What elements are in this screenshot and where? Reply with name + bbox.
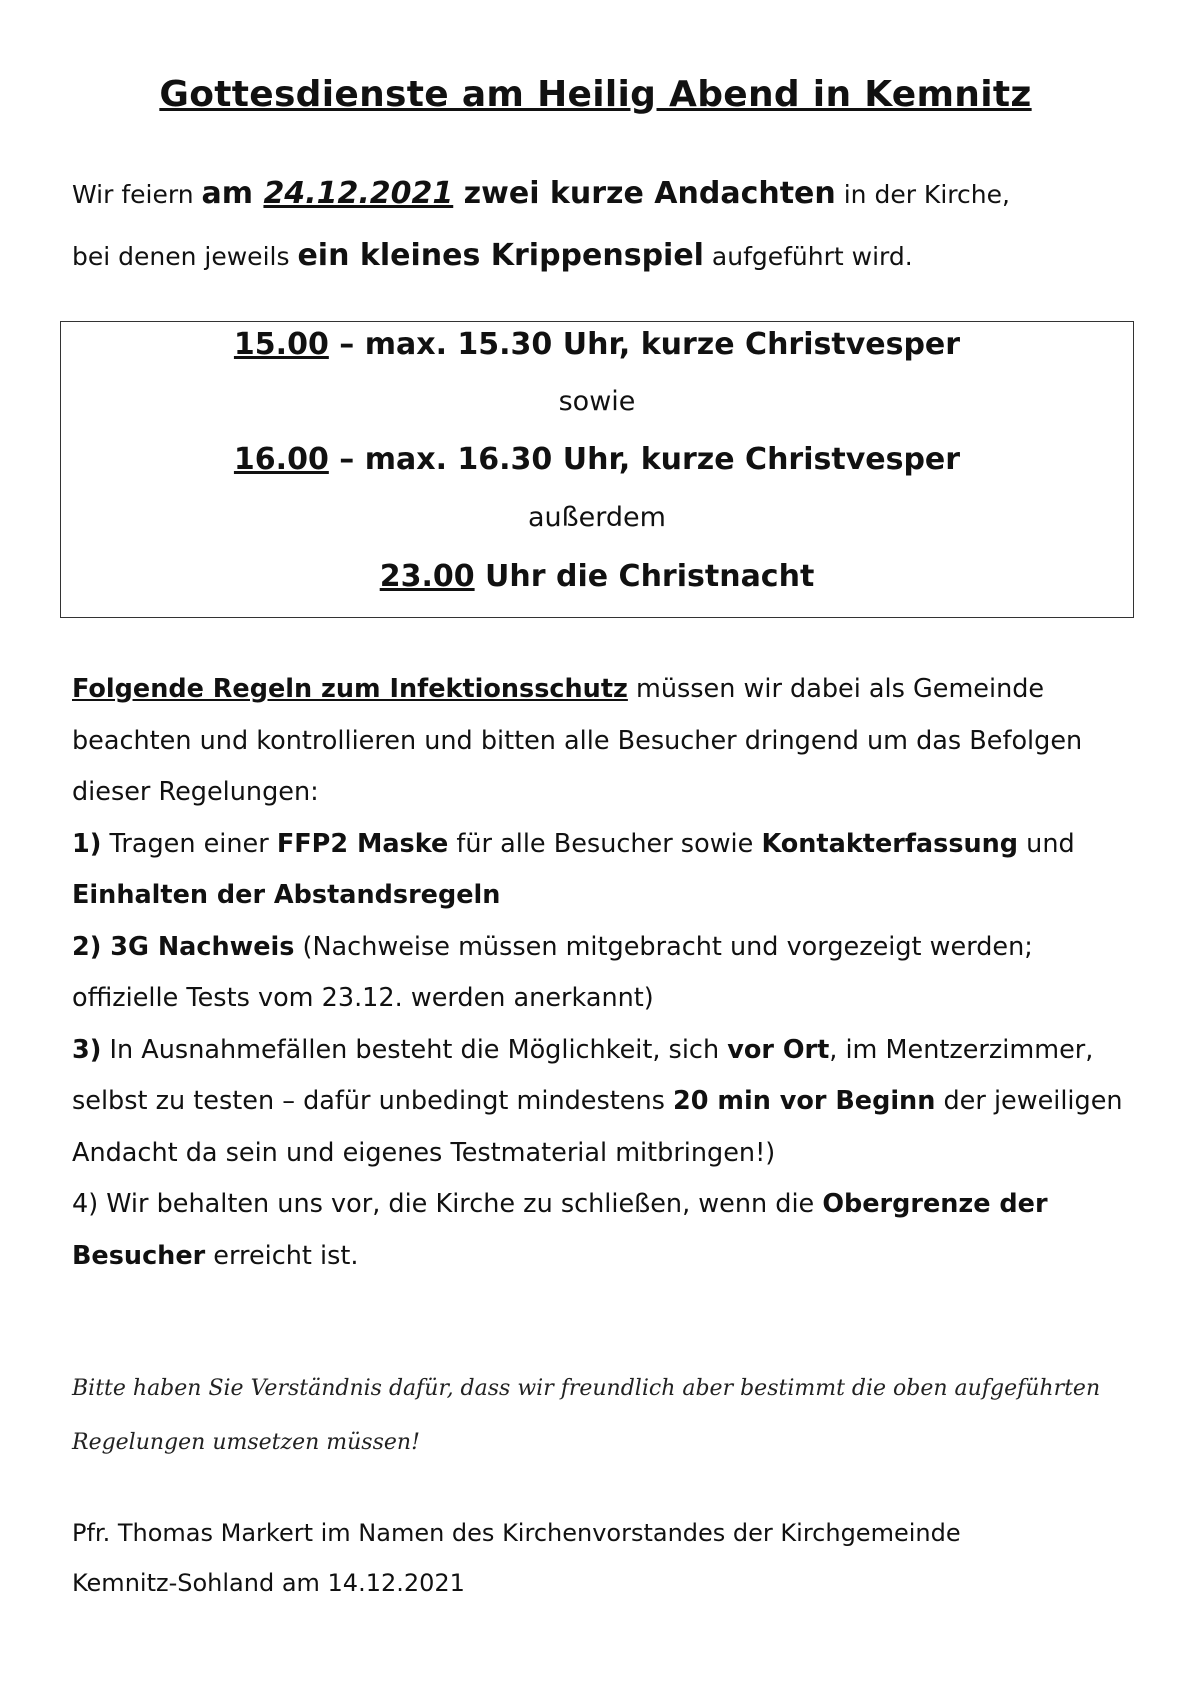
document-title: Gottesdienste am Heilig Abend in Kemnitz	[159, 74, 1032, 115]
intro-emphasis: am	[201, 176, 264, 211]
intro-emphasis: zwei kurze Andachten	[453, 176, 836, 211]
rules-heading: Folgende Regeln zum Infektionsschutz	[72, 674, 628, 704]
intro-text: Wir feiern	[72, 180, 202, 209]
intro-text: in der Kirche,	[835, 180, 1010, 209]
rule-3	[72, 1025, 1132, 1180]
rule-number: 3)	[72, 1034, 102, 1065]
closing-note: Bitte haben Sie Verständnis dafür, dass wir freundlich aber bestimmt die oben aufgeführten Regelungen umsetzen müssen!	[72, 1376, 1101, 1455]
schedule-time: 23.00	[379, 559, 475, 594]
rules-section	[72, 664, 1132, 1282]
intro-line-2	[72, 238, 1122, 273]
intro-text: bei denen jeweils	[72, 242, 298, 271]
rules-intro	[72, 664, 1132, 819]
schedule-text: Uhr die Christnacht	[474, 559, 815, 594]
schedule-time: 16.00	[233, 442, 329, 477]
rule-1	[72, 819, 1132, 922]
rules-intro-text: müssen wir dabei als Gemeinde beachten und kontrollieren und bitten alle Besucher dringend um das Befolgen dieser Regelungen:	[72, 674, 1083, 807]
rule-emphasis: Kontakterfassung	[761, 828, 1019, 859]
rule-text: (Nachweise müssen mitgebracht und vorgezeigt werden; offizielle Tests vom 23.12. werden anerkannt)	[72, 931, 1033, 1013]
rule-emphasis: Obergrenze der Besucher	[72, 1189, 1048, 1271]
rule-number: 1)	[72, 828, 102, 859]
schedule-text: – max. 16.30 Uhr, kurze Christvesper	[328, 442, 961, 477]
signature-line-2: Kemnitz-Sohland am 14.12.2021	[72, 1569, 465, 1597]
rule-2	[72, 922, 1132, 1025]
rule-emphasis: FFP2 Maske	[276, 828, 449, 859]
rule-4	[72, 1179, 1132, 1282]
schedule-separator: außerdem	[528, 502, 666, 533]
rule-text: und	[1018, 828, 1075, 859]
signature-block	[72, 1508, 1132, 1608]
schedule-text: – max. 15.30 Uhr, kurze Christvesper	[328, 327, 961, 362]
schedule-row-3	[61, 559, 1133, 594]
intro-text: aufgeführt wird.	[703, 242, 913, 271]
intro-emphasis: ein kleines Krippenspiel	[297, 238, 704, 273]
schedule-time: 15.00	[233, 327, 329, 362]
schedule-box	[60, 321, 1134, 618]
signature-line-1: Pfr. Thomas Markert im Namen des Kirchenvorstandes der Kirchgemeinde	[72, 1519, 961, 1547]
rule-emphasis: 20 min vor Beginn	[673, 1086, 936, 1116]
schedule-row-2	[61, 442, 1133, 477]
schedule-row-1	[61, 327, 1133, 362]
rule-emphasis: 2) 3G Nachweis	[72, 931, 295, 962]
rule-text: der jeweiligen Andacht da sein und eigenes Testmaterial mitbringen!)	[72, 1086, 1123, 1168]
rule-emphasis: Einhalten der Abstandsregeln	[72, 880, 501, 910]
rule-text: , im Mentzerzimmer, selbst zu testen – dafür unbedingt mindestens	[72, 1034, 1094, 1116]
rule-text: In Ausnahmefällen besteht die Möglichkeit, sich	[101, 1034, 728, 1065]
rule-text: für alle Besucher sowie	[448, 828, 762, 859]
rule-emphasis: vor Ort	[727, 1034, 830, 1065]
rule-text: 4) Wir behalten uns vor, die Kirche zu schließen, wenn die	[72, 1189, 823, 1219]
intro-line-1	[72, 176, 1122, 211]
rule-text: Tragen einer	[101, 828, 277, 859]
rule-text: erreicht ist.	[205, 1240, 359, 1271]
schedule-separator: sowie	[558, 386, 636, 417]
event-date: 24.12.2021	[263, 176, 454, 211]
